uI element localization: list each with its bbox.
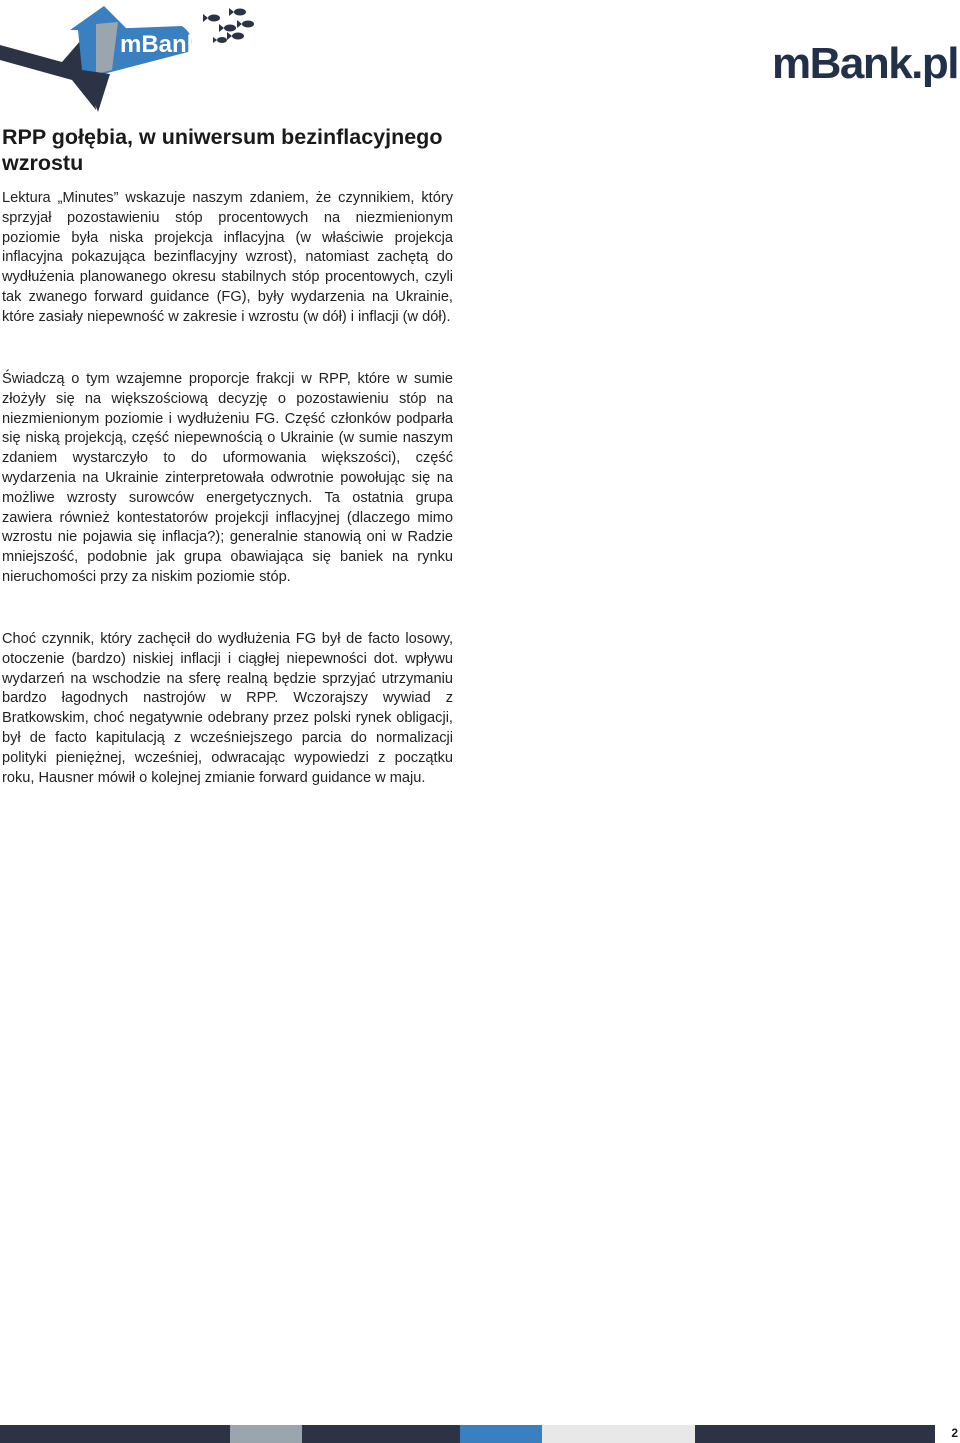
logo-left-text: mBank	[120, 31, 201, 58]
footer-bar-segment	[695, 1425, 935, 1443]
article-paragraph-3: Choć czynnik, który zachęcił do wydłużenia FG był de facto losowy, otoczenie (bardzo) niskiej inflacji i ciągłej niepewności dot. wpływu wydarzeń na wschodzie na sferę realną będzie sprzyjać utrzymaniu bardzo łagodnych nastrojów w RPP. Wczorajszy wywiad z Bratkowskim, choć negatywnie odebrany przez polski rynek obligacji, był de facto kapitulacją z wcześniejszego parcia do normalizacji polityki pieniężnej, wcześniej, odwracając wypowiedzi z początku roku, Hausner mówił o kolejnej zmianie forward guidance w maju.	[2, 631, 453, 786]
mbank-pl-logo: mBank.pl	[771, 39, 958, 88]
article-paragraph-1: Lektura „Minutes” wskazuje naszym zdaniem, że czynnikiem, który sprzyjał pozostawieniu stóp procentowych na niezmienionym poziomie była niska projekcja inflacyjna (w właściwie projekcja inflacyjna pokazująca bezinflacyjny wzrost), natomiast zachętą do wydłużenia planowanego okresu stabilnych stóp procentowych, czyli tak zwanego forward guidance (FG), były wydarzenia na Ukrainie, które zasiały niepewność w zakresie i wzrostu (w dół) i inflacji (w dół).	[2, 190, 453, 325]
footer-color-bar	[0, 1425, 935, 1443]
footer-bar-segment	[230, 1425, 302, 1443]
mbank-shark-logo	[0, 0, 260, 115]
shark-logo-icon	[0, 0, 260, 115]
article-paragraph-2: Świadczą o tym wzajemne proporcje frakcji w RPP, które w sumie złożyły się na większościową decyzję o pozostawieniu stóp na niezmienionym poziomie i wydłużeniu FG. Część członków podparła się niską projekcją, część niepewnością o Ukrainie (w sumie naszym zdaniem wystarczyło to do uformowania większości), część wydarzenia na Ukrainie zinterpretowała odwrotnie powołując się na możliwe wzrosty surowców energetycznych. Ta ostatnia grupa zawiera również kontestatorów projekcji inflacyjnej (dlaczego mimo wzrostu nie pojawia się inflacja?); generalnie stanowią oni w Radzie mniejszość, podobnie jak grupa obawiająca się baniek na rynku nieruchomości przy za niskim poziomie stóp.	[2, 371, 453, 585]
footer-bar-segment	[302, 1425, 460, 1443]
footer-bar-segment	[460, 1425, 542, 1443]
footer-bar-segment	[542, 1425, 695, 1443]
article-title: RPP gołębia, w uniwersum bezinflacyjnego wzrostu	[2, 125, 443, 175]
page-number: 2	[951, 1426, 958, 1440]
footer-bar-segment	[0, 1425, 230, 1443]
